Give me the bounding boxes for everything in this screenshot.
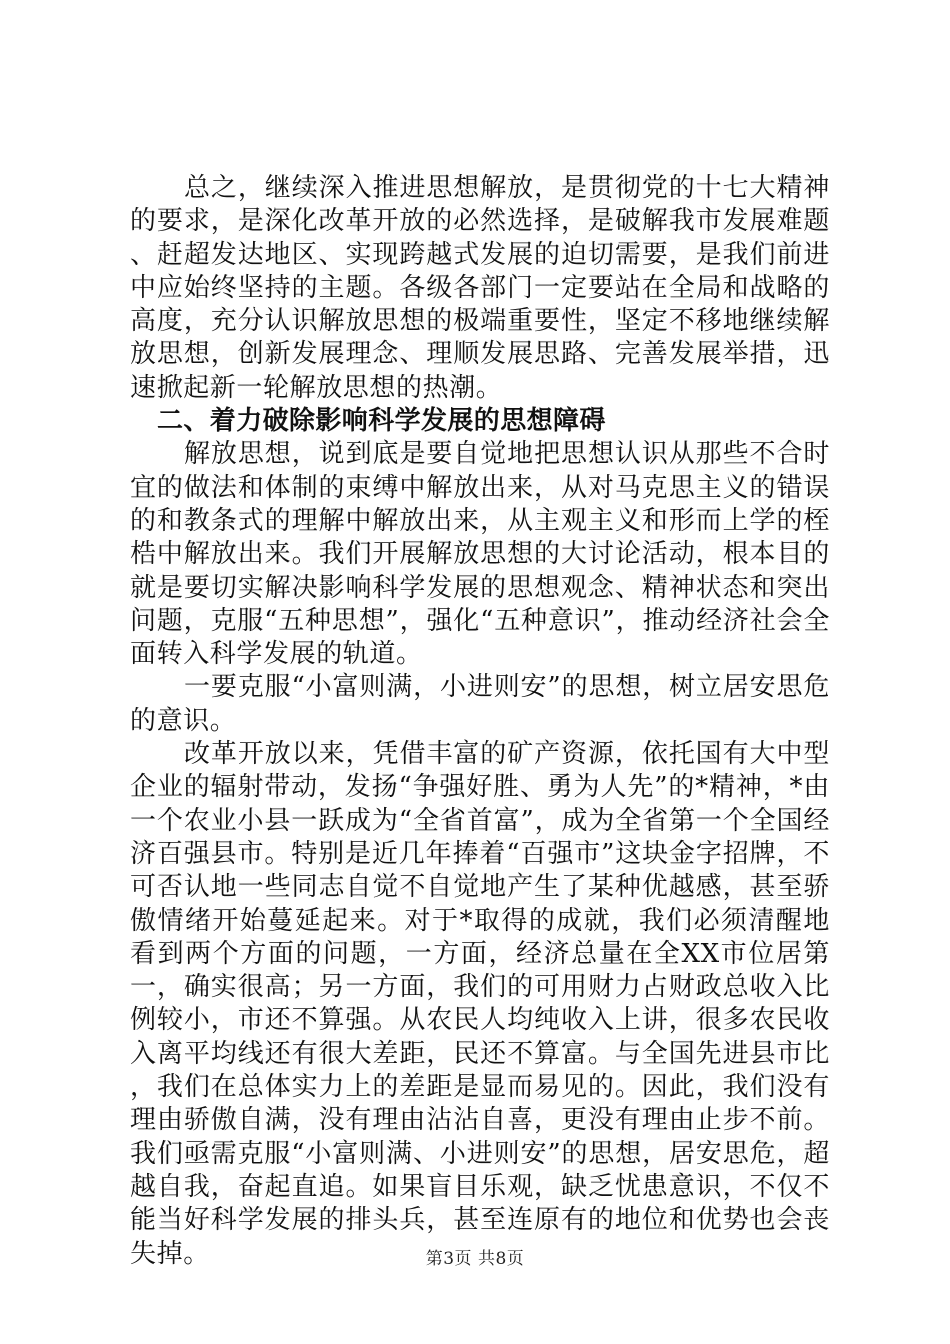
paragraph-reform-history: 改革开放以来，凭借丰富的矿产资源，依托国有大中型企业的辐射带动，发扬“争强好胜、勇为人先”的*精神，*由一个农业小县一跃成为“全省首富”，成为全省第一个全国经济百强县市。特别是近几年捧着“百强市”这块金字招牌，不可否认地一些同志自觉不自觉地产生了某种优越感，甚至骄傲情绪开始蔓延起来。对于*取得的成就，我们必须清醒地看到两个方面的问题，一方面，经济总量在全XX市位居第一，确实很高；另一方面，我们的可用财力占财政总收入比例较小，市还不算强。从农民人均纯收入上讲，很多农民收入离平均线还有很大差距，民还不算富。与全国先进县市比，我们在总体实力上的差距是显而易见的。因此，我们没有理由骄傲自满，没有理由沾沾自喜，更没有理由止步不前。我们亟需克服“小富则满、小进则安”的思想，居安思危，超越自我，奋起直追。如果盲目乐观，缺乏忧患意识，不仅不能当好科学发展的排头兵，甚至连原有的地位和优势也会丧失掉。 bbox=[130, 739, 830, 1269]
paragraph-conclusion: 总之，继续深入推进思想解放，是贯彻党的十七大精神的要求，是深化改革开放的必然选择，是破解我市发展难题、赶超发达地区、实现跨越式发展的迫切需要，是我们前进中应始终坚持的主题。各级各部门一定要站在全局和战略的高度，充分认识解放思想的极端重要性，坚定不移地继续解放思想，创新发展理念、理顺发展思路、完善发展举措，迅速掀起新一轮解放思想的热潮。 bbox=[130, 173, 830, 403]
paragraph-point-one: 一要克服“小富则满，小进则安”的思想，树立居安思危的意识。 bbox=[130, 672, 830, 736]
document-body bbox=[130, 172, 830, 1271]
paragraph-emancipation: 解放思想，说到底是要自觉地把思想认识从那些不合时宜的做法和体制的束缚中解放出来，从对马克思主义的错误的和教条式的理解中解放出来，从主观主义和形而上学的桎梏中解放出来。我们开展解放思想的大讨论活动，根本目的就是要切实解决影响科学发展的思想观念、精神状态和突出问题，克服“五种思想”，强化“五种意识”，推动经济社会全面转入科学发展的轨道。 bbox=[130, 439, 830, 670]
page-number-footer: 第3页 共8页 bbox=[425, 1249, 525, 1269]
section-heading: 二、着力破除影响科学发展的思想障碍 bbox=[157, 406, 606, 437]
